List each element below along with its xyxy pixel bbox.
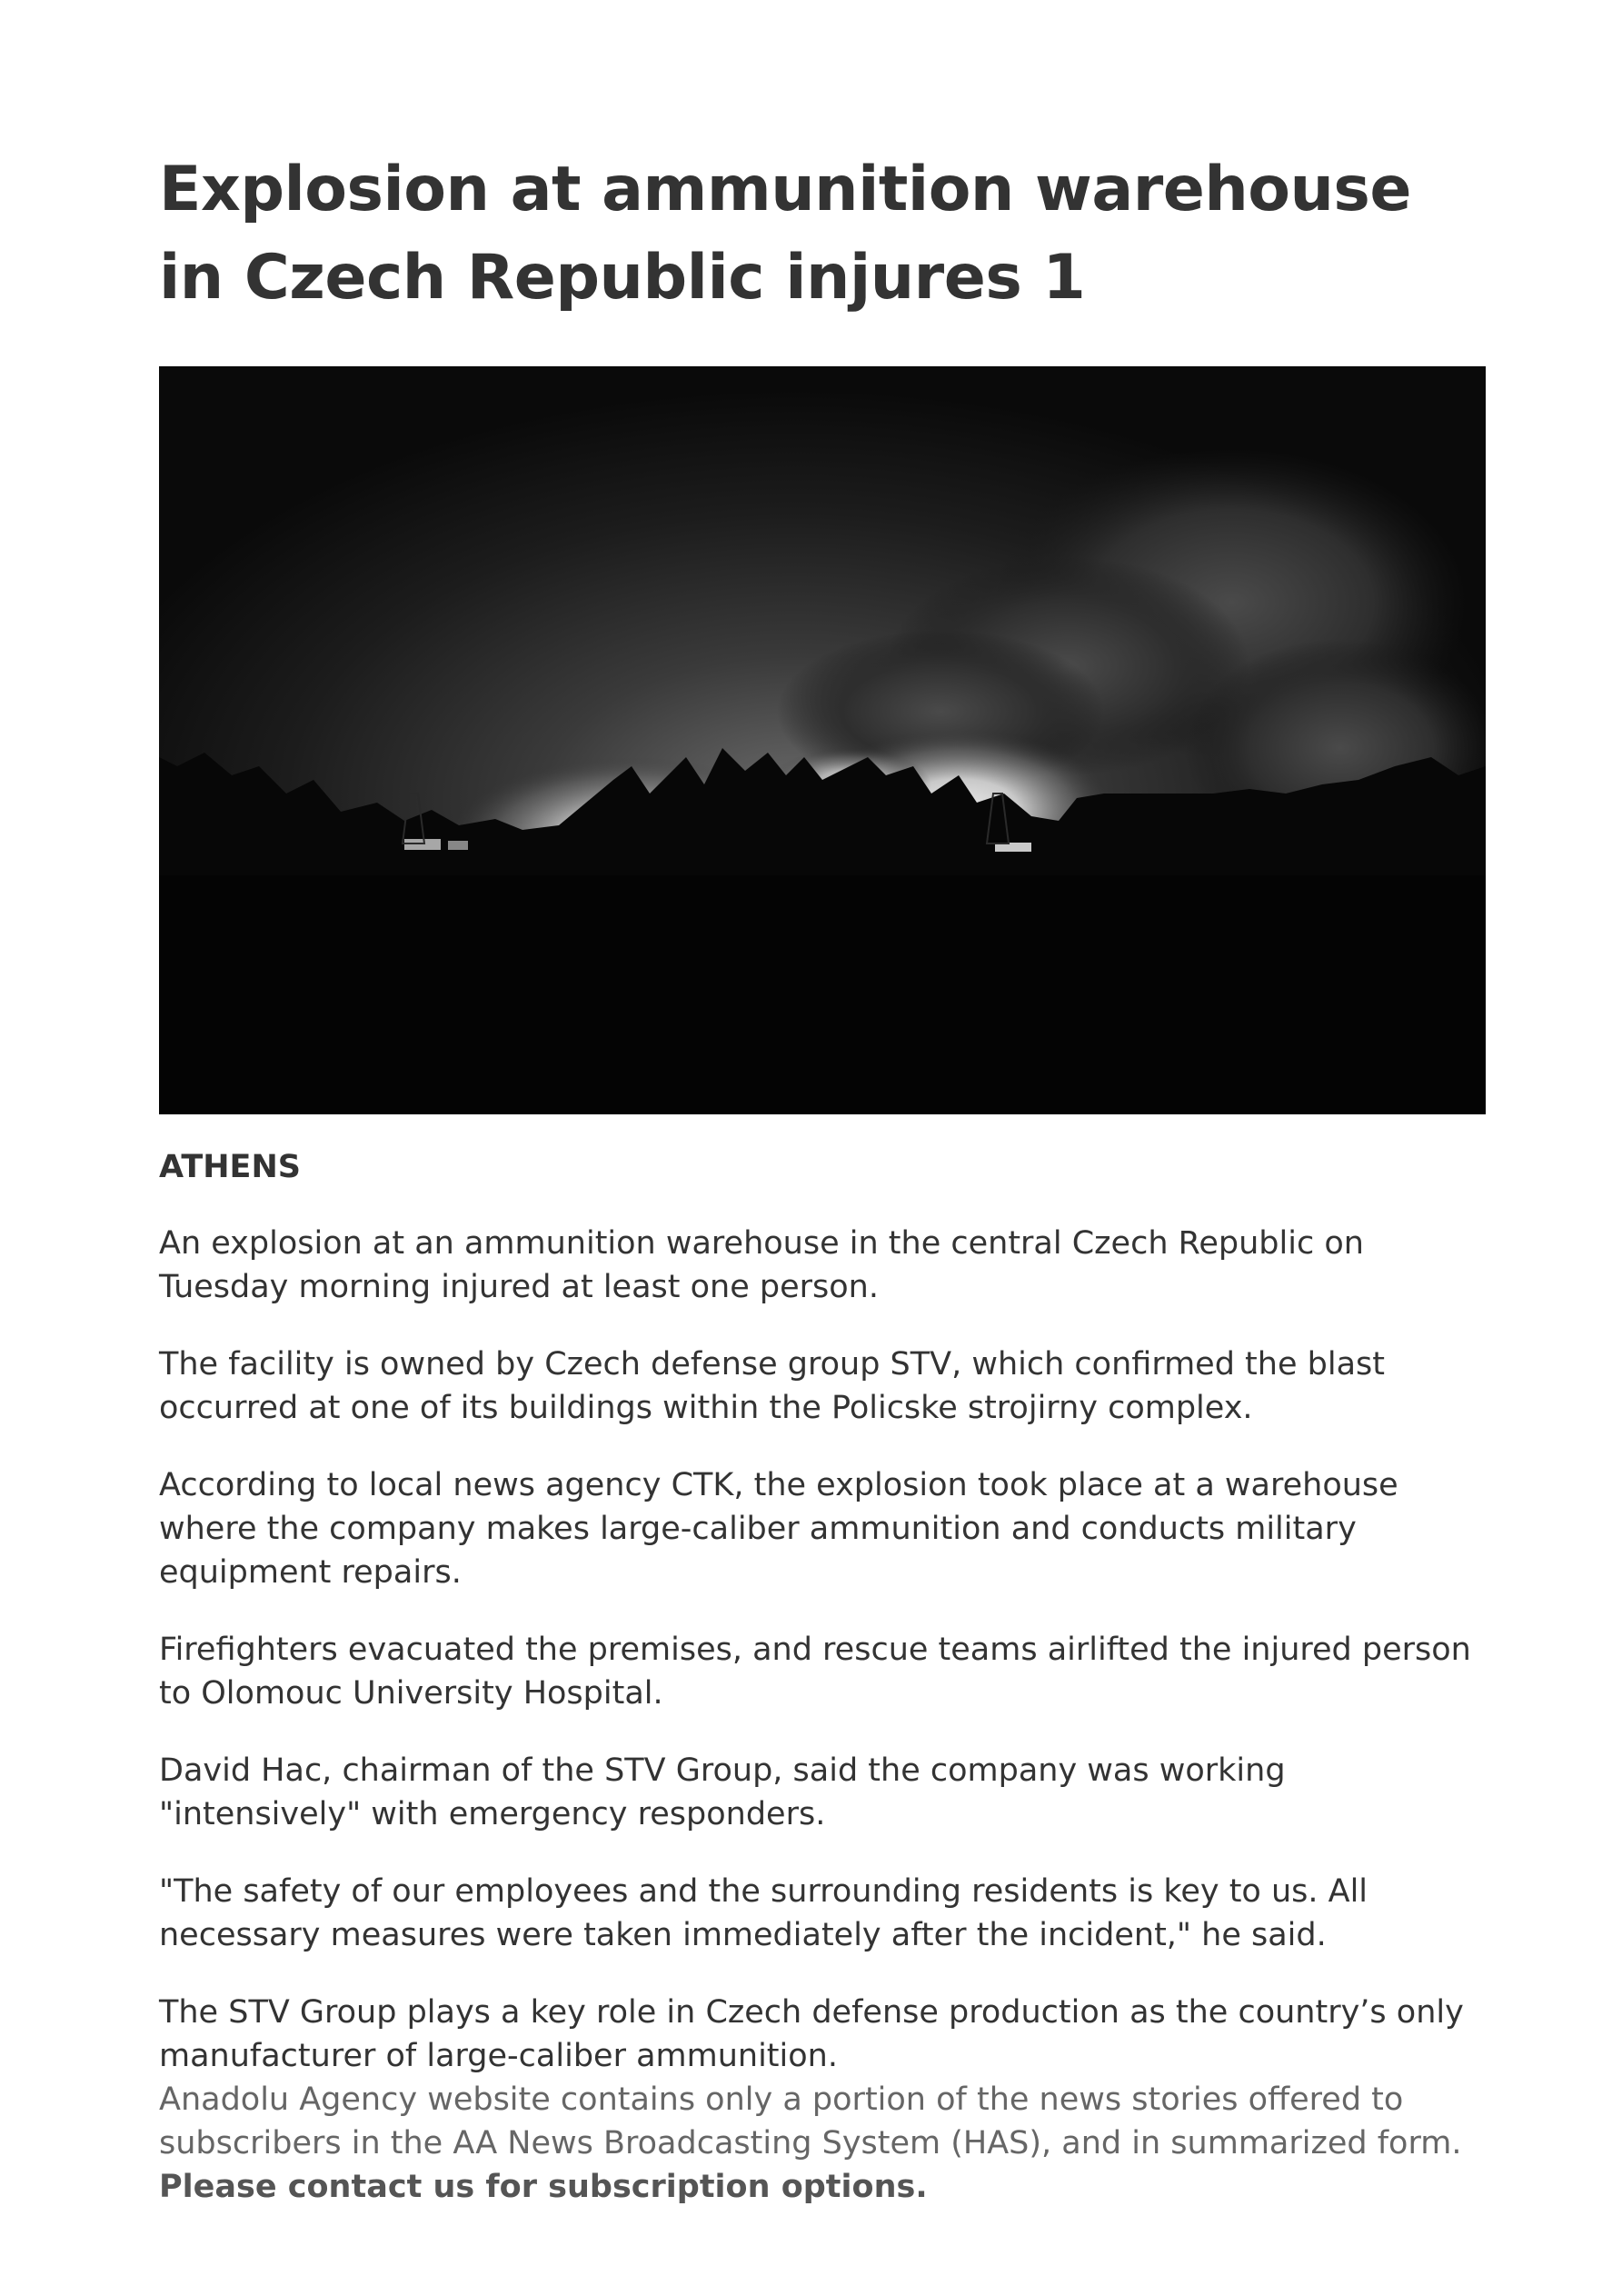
paragraph: David Hac, chairman of the STV Group, said the company was working "intensively" with emergency responders.	[159, 1752, 1286, 1832]
paragraph: According to local news agency CTK, the explosion took place at a warehouse where the company makes large-caliber ammunition and conducts military equipment repairs.	[159, 1467, 1398, 1591]
subscription-note: Anadolu Agency website contains only a portion of the news stories offered to subscribers in the AA News Broadcasting System (HAS), and in summarized form.	[159, 2081, 1462, 2161]
explosion-photo	[159, 366, 1486, 1114]
paragraph: An explosion at an ammunition warehouse in the central Czech Republic on Tuesday morning injured at least one person.	[159, 1225, 1364, 1305]
article-body	[159, 1145, 1486, 2209]
paragraph: Firefighters evacuated the premises, and rescue teams airlifted the injured person to Olomouc University Hospital.	[159, 1632, 1471, 1712]
subscription-cta[interactable]: Please contact us for subscription options.	[159, 2169, 928, 2205]
paragraph: "The safety of our employees and the surrounding residents is key to us. All necessary measures were taken immediately after the incident," he said.	[159, 1873, 1368, 1953]
paragraph: The STV Group plays a key role in Czech defense production as the country’s only manufacturer of large-caliber ammunition.	[159, 1994, 1464, 2074]
dateline: ATHENS	[159, 1149, 301, 1185]
paragraph: The facility is owned by Czech defense group STV, which confirmed the blast occurred at one of its buildings within the Policske strojirny complex.	[159, 1346, 1385, 1426]
article-title: Explosion at ammunition warehouse in Czech Republic injures 1	[159, 154, 1411, 314]
